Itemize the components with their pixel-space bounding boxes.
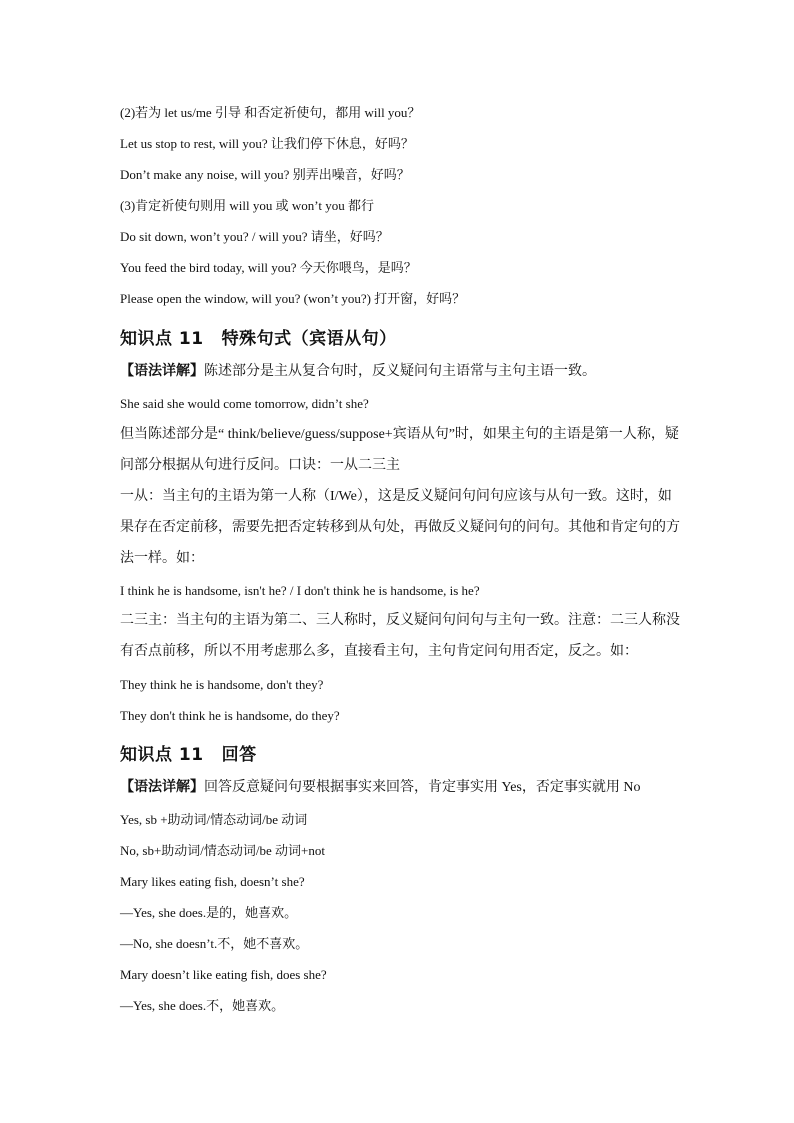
- text-line: —Yes, she does.是的，她喜欢。: [120, 905, 298, 920]
- grammar-intro: [120, 364, 680, 380]
- text-line: Don’t make any noise, will you? 别弄出噪音，好吗？: [120, 167, 410, 182]
- text-line: Mary doesn’t like eating fish, does she?: [120, 967, 327, 982]
- text-line: You feed the bird today, will you? 今天你喂鸟，是吗？: [120, 260, 417, 275]
- text-line: Mary likes eating fish, doesn’t she?: [120, 874, 305, 889]
- text-line: (3)肯定祈使句则用 will you 或 won’t you 都行: [120, 198, 374, 213]
- example-sentence: They don't think he is handsome, do they?: [120, 708, 340, 723]
- paragraph: 一从：当主句的主语为第一人称（I/We），这是反义疑问句问句应该与从句一致。这时，如果存在否定前移，需要先把否定转移到从句处，再做反义疑问句的问句。其他和肯定句的方法一样。如：: [120, 489, 680, 566]
- section-title: 回答: [221, 745, 257, 765]
- text-line: —No, she doesn’t.不，她不喜欢。: [120, 936, 309, 951]
- text-line: (2)若为 let us/me 引导 和否定祈使句，都用 will you？: [120, 105, 421, 120]
- grammar-text: 回答反意疑问句要根据事实来回答，肯定事实用 Yes，否定事实就用 No: [204, 780, 641, 795]
- text-line: Let us stop to rest, will you? 让我们停下休息，好吗？: [120, 136, 414, 151]
- section-heading: [120, 740, 257, 765]
- text-line: Please open the window, will you? (won’t you?) 打开窗，好吗？: [120, 291, 466, 306]
- section-title: 特殊句式（宾语从句）: [221, 329, 397, 349]
- grammar-text: 陈述部分是主从复合句时，反义疑问句主语常与主句主语一致。: [204, 364, 596, 379]
- text-line: No, sb+助动词/情态动词/be 动词+not: [120, 843, 325, 858]
- grammar-tag: 【语法详解】: [120, 364, 204, 379]
- grammar-tag: 【语法详解】: [120, 780, 204, 795]
- paragraph: 二三主：当主句的主语为第二、三人称时，反义疑问句问句与主句一致。注意：二三人称没有否点前移，所以不用考虑那么多，直接看主句，主句肯定问句用否定，反之。如：: [120, 613, 680, 659]
- example-sentence: She said she would come tomorrow, didn’t she?: [120, 396, 369, 411]
- text-line: —Yes, she does.不，她喜欢。: [120, 998, 285, 1013]
- section-number: 知识点 11: [120, 329, 204, 349]
- example-sentence: They think he is handsome, don't they?: [120, 677, 324, 692]
- section-number: 知识点 11: [120, 745, 204, 765]
- text-line: Yes, sb +助动词/情态动词/be 动词: [120, 812, 308, 827]
- paragraph: 但当陈述部分是“ think/believe/guess/suppose+宾语从句”时，如果主句的主语是第一人称，疑问部分根据从句进行反问。口诀：一从二三主: [120, 427, 679, 473]
- example-sentence: I think he is handsome, isn't he? / I don't think he is handsome, is he?: [120, 583, 480, 598]
- text-line: Do sit down, won’t you? / will you? 请坐，好吗？: [120, 229, 389, 244]
- grammar-intro: [120, 780, 680, 796]
- section-heading: [120, 324, 397, 349]
